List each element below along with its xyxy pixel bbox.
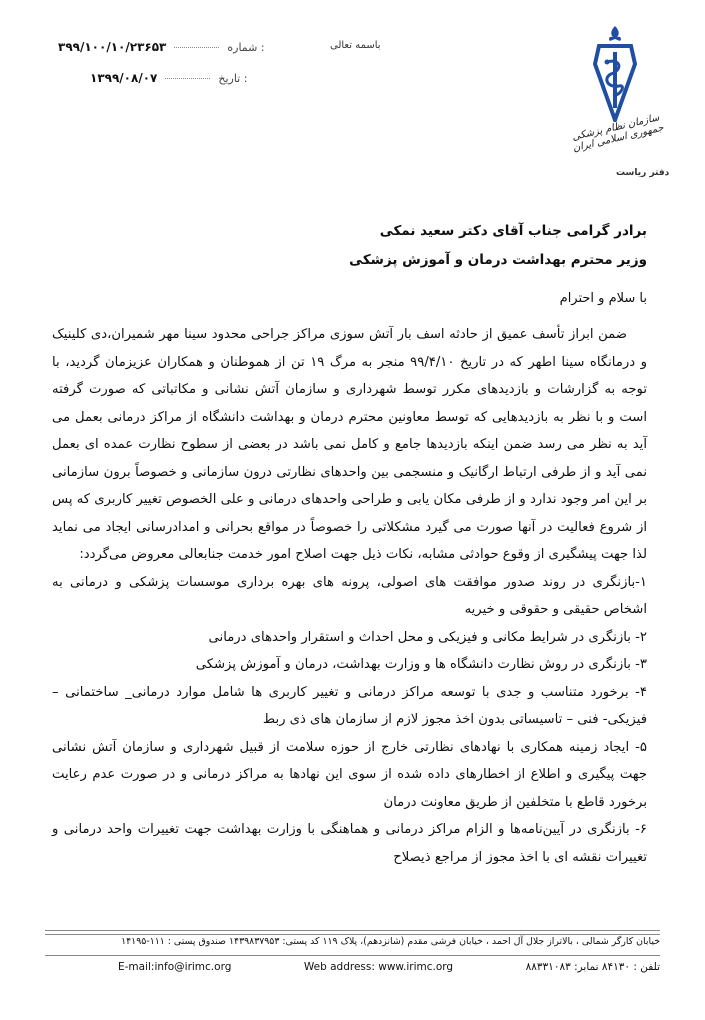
dotted-line [174, 47, 219, 48]
footer-phones: تلفن : ۸۴۱۳۰ نمابر: ۸۸۳۳۱۰۸۳ [525, 961, 660, 973]
footer-divider [45, 934, 660, 935]
greeting: با سلام و احترام [559, 291, 647, 306]
body-intro: ضمن ابراز تأسف عمیق از حادثه اسف بار آتش سوزی مراکز جراحی محدود سینا مهر شمیران،دی کلینیک و درمانگاه سینا اطهر که در تاریخ ۹۹/۴/۱۰ منجر به مرگ ۱۹ تن از هموطنان و همکاران عزیزمان گردید، با توجه به گزارشات و بازدیدهای مکرر توسط شهرداری و سازمان آتش نشانی و مکاتباتی که صورت گرفته است و با نظر به بازدیدهایی که توسط معاونین محترم درمان و بهداشت دانشگاه از مراکز درمانی بعمل می آید به نظر می رسد ضمن اینکه بازدیدها جامع و کامل نمی باشد در بعضی از سطوح نظارت عمده ای بعمل نمی آید و از طرفی ارتباط ارگانیک و منسجمی بین واحدهای نظارتی درون سازمانی و خصوصاً برون سازمانی بر این امر وجود ندارد و از طرفی مکان یابی و طراحی واحدهای درمانی و علی الخصوص تغییر کاربری که پس از شروع فعالیت در آنها صورت می گیرد مشکلاتی را خصوصاً در مواقع بحرانی و امدادرسانی ایجاد می نماید لذا جهت پیشگیری از وقوع حوادثی مشابه، نکات ذیل جهت اصلاح امور خدمت جنابعالی معروض می‌گردد: [52, 327, 647, 562]
footer-divider [45, 955, 660, 956]
office-name: دفتر ریاست [616, 168, 670, 178]
date-row [58, 71, 247, 85]
body-item: ۳- بازنگری در روش نظارت دانشگاه ها و وزارت بهداشت، درمان و آموزش پزشکی [195, 657, 647, 672]
letter-body [52, 321, 647, 871]
body-item: ۱-بازنگری در روند صدور موافقت های اصولی، پرونه های بهره برداری موسسات پزشکی و درمانی به اشخاص حقیقی و حقوقی و خیریه [52, 574, 647, 617]
medical-council-logo-icon [593, 24, 637, 122]
footer-address: خیابان کارگر شمالی ، بالاتراز جلال آل احمد ، خیابان فرشی مقدم (شانزدهم)، پلاک ۱۱۹ کد پستی: ۱۴۳۹۸۳۷۹۵۳ صندوق پستی : ۱۱۱-۱۴۱۹۵ [121, 936, 660, 947]
body-item: ۲- بازنگری در شرایط مکانی و فیزیکی و محل احداث و استقرار واحدهای درمانی [208, 629, 647, 645]
letter-number-row [58, 40, 265, 54]
footer-divider [45, 930, 660, 931]
body-item: ۴- برخورد متناسب و جدی با توسعه مراکز درمانی و تغییر کاربری ها شامل موارد درمانی_ ساختمانی –فیزیکی- فنی – تاسیساتی بدون اخذ مجوز لازم از سازمان های ذی ربط [52, 684, 647, 727]
footer-email: E-mail:info@irimc.org [118, 961, 232, 973]
recipient-line2: وزیر محترم بهداشت درمان و آموزش پزشکی [349, 252, 647, 268]
body-item: ۵- ایجاد زمینه همکاری با نهادهای نظارتی خارج از حوزه سلامت از قبیل شهرداری و سازمان آتش نشانی جهت پیگیری و اطلاع از اخطارهای داده شده از سوی این نهادها به مراکز درمانی و در صورت عدم رعایت برخورد قاطع با متخلفین از طریق معاونت درمان [52, 739, 647, 810]
letter-date: ۱۳۹۹/۰۸/۰۷ [90, 71, 158, 85]
letter-number: ۳۹۹/۱۰۰/۱۰/۲۳۶۵۳ [58, 40, 167, 54]
footer-web: Web address: www.irimc.org [303, 961, 454, 973]
dotted-line [165, 78, 210, 79]
body-item: ۶- بازنگری در آیین‌نامه‌ها و الزام مراکز درمانی و هماهنگی با وزارت بهداشت جهت تغییرات واحد درمانی و تغییرات نقشه ای با اخذ مجوز از مراجع ذیصلاح [52, 822, 647, 865]
invocation: باسمه تعالی [330, 40, 381, 51]
letter-number-label: شماره : [227, 40, 265, 54]
date-label: تاریخ : [218, 71, 248, 85]
recipient-line1: برادر گرامی جناب آقای دکتر سعید نمکی [379, 223, 647, 239]
footer-contact [118, 961, 660, 973]
organization-name: سازمان نظام پزشکی جمهوری اسلامی ایران [571, 112, 665, 155]
